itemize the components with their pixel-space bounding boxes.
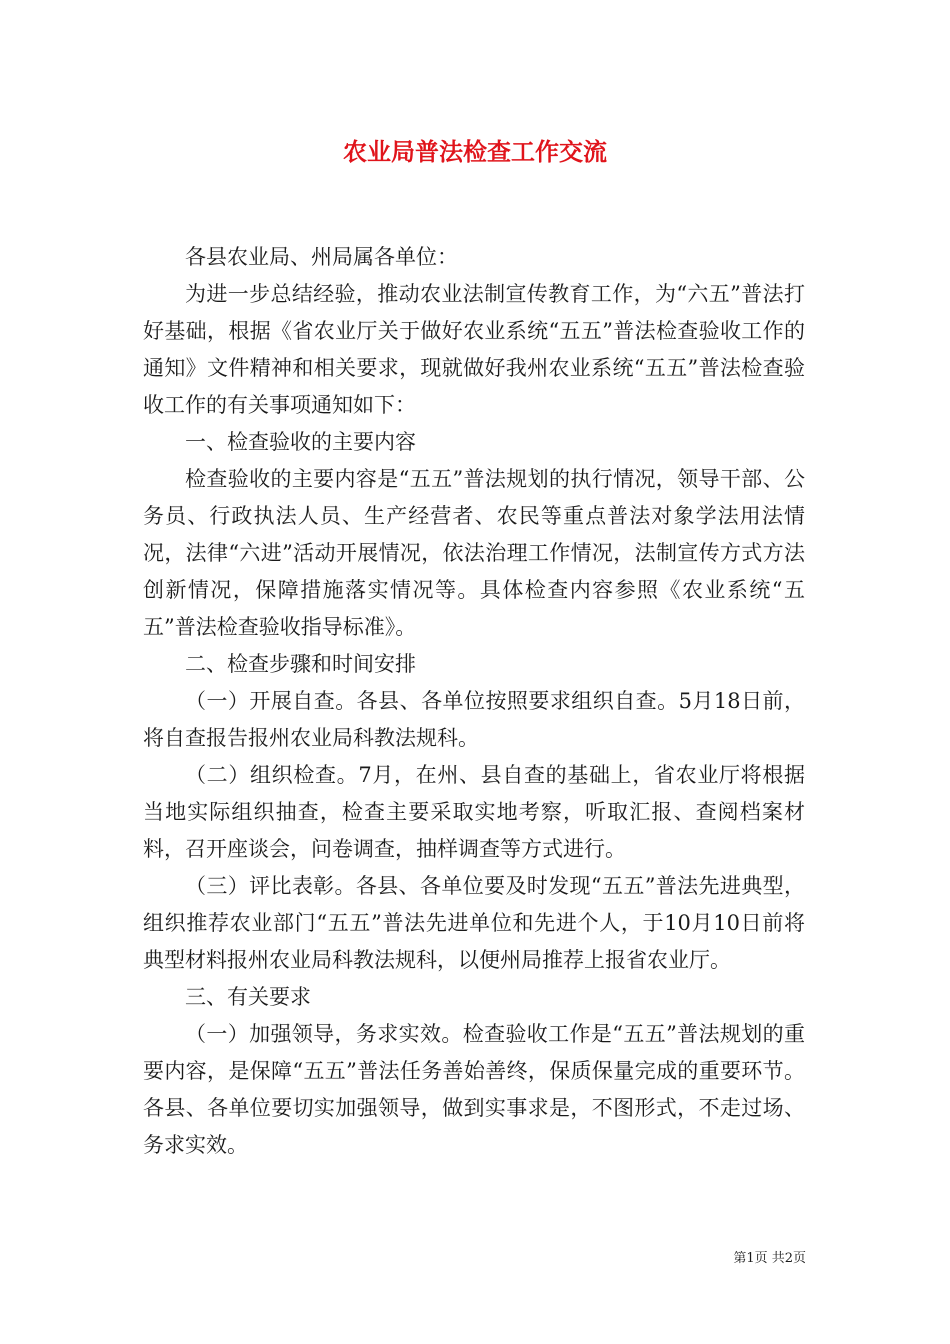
paragraph-intro: 为进一步总结经验，推动农业法制宣传教育工作，为“六五”普法打好基础，根据《省农业厅关于做好农业系统“五五”普法检查验收工作的通知》文件精神和相关要求，现就做好我州农业系统“五五”普法检查验收工作的有关事项通知如下：: [143, 282, 805, 417]
heading-section-3: 三、有关要求: [185, 985, 311, 1009]
document-body: [143, 239, 805, 1164]
paragraph-requirement-1: （一）加强领导，务求实效。检查验收工作是“五五”普法规划的重要内容，是保障“五五”普法任务善始善终，保质保量完成的重要环节。各县、各单位要切实加强领导，做到实事求是，不图形式，不走过场、务求实效。: [143, 1022, 805, 1157]
paragraph-step-2: （二）组织检查。7月，在州、县自查的基础上，省农业厅将根据当地实际组织抽查，检查主要采取实地考察，听取汇报、查阅档案材料，召开座谈会，问卷调查，抽样调查等方式进行。: [143, 763, 805, 861]
paragraph-step-3: （三）评比表彰。各县、各单位要及时发现“五五”普法先进典型，组织推荐农业部门“五五”普法先进单位和先进个人，于10月10日前将典型材料报州农业局科教法规科，以便州局推荐上报省农业厅。: [143, 874, 805, 972]
heading-section-1: 一、检查验收的主要内容: [185, 430, 416, 454]
document-title: 农业局普法检查工作交流: [343, 137, 607, 166]
page-number-footer: 第1页 共2页: [733, 1251, 806, 1266]
paragraph-step-1: （一）开展自查。各县、各单位按照要求组织自查。5月18日前，将自查报告报州农业局科教法规科。: [143, 689, 805, 750]
paragraph-section-1: 检查验收的主要内容是“五五”普法规划的执行情况，领导干部、公务员、行政执法人员、生产经营者、农民等重点普法对象学法用法情况，法律“六进”活动开展情况，依法治理工作情况，法制宣传方式方法创新情况，保障措施落实情况等。具体检查内容参照《农业系统“五五”普法检查验收指导标准》。: [143, 467, 805, 639]
heading-section-2: 二、检查步骤和时间安排: [185, 652, 416, 676]
salutation: 各县农业局、州局属各单位：: [185, 245, 458, 269]
